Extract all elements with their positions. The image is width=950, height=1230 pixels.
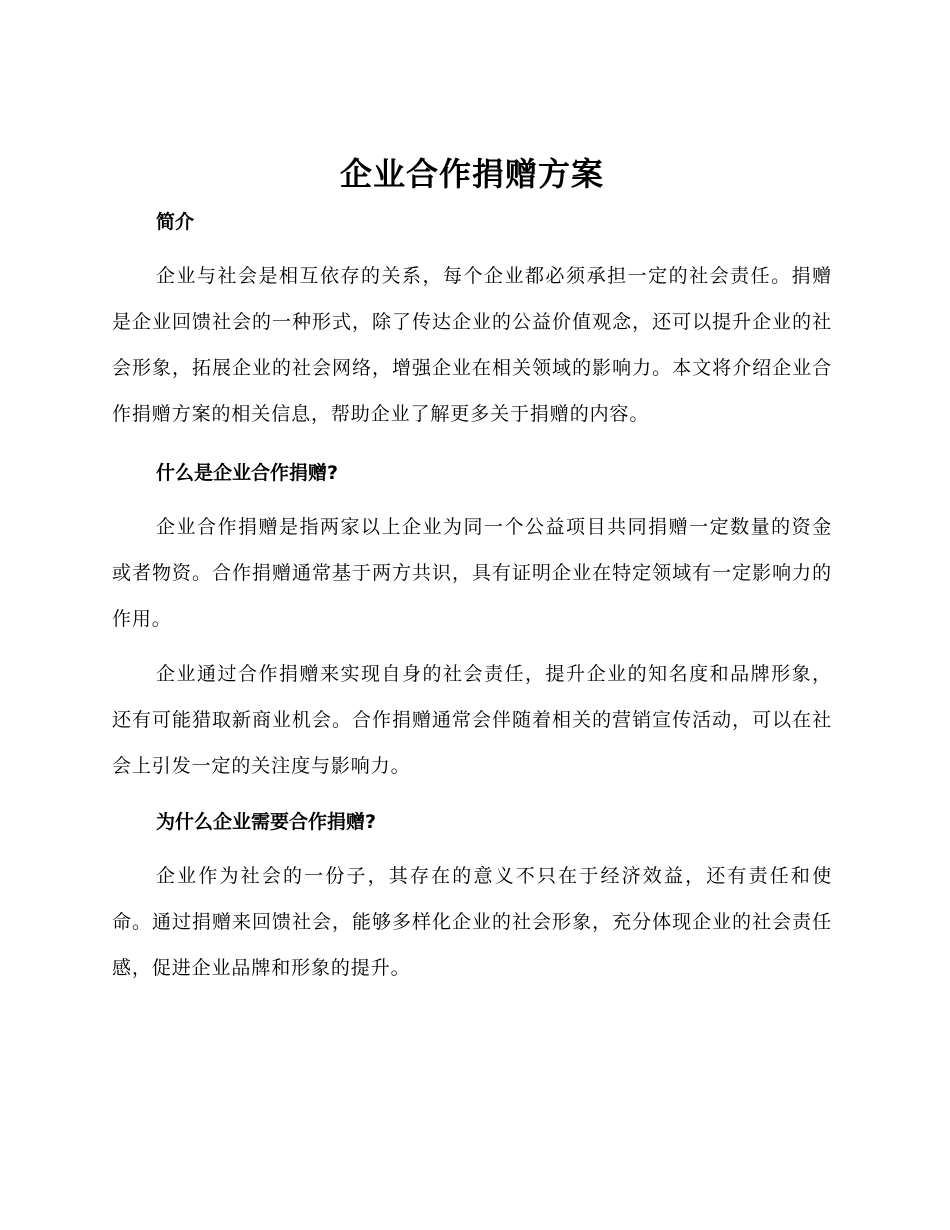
paragraph-what-is-2: 企业通过合作捐赠来实现自身的社会责任，提升企业的知名度和品牌形象，还有可能猎取新商业机会。合作捐赠通常会伴随着相关的营销宣传活动，可以在社会上引发一定的关注度与影响力。 [112,663,832,777]
paragraph-what-is-1: 企业合作捐赠是指两家以上企业为同一个公益项目共同捐赠一定数量的资金或者物资。合作捐赠通常基于两方共识，具有证明企业在特定领域有一定影响力的作用。 [112,516,832,630]
paragraph-why-1: 企业作为社会的一份子，其存在的意义不只在于经济效益，还有责任和使命。通过捐赠来回馈社会，能够多样化企业的社会形象，充分体现企业的社会责任感，促进企业品牌和形象的提升。 [112,865,832,979]
document-title: 企业合作捐赠方案 [339,155,604,193]
document-page [112,148,832,991]
section-heading-intro: 简介 [156,211,195,233]
paragraph-intro: 企业与社会是相互依存的关系，每个企业都必须承担一定的社会责任。捐赠是企业回馈社会的一种形式，除了传达企业的公益价值观念，还可以提升企业的社会形象，拓展企业的社会网络，增强企业在相关领域的影响力。本文将介绍企业合作捐赠方案的相关信息，帮助企业了解更多关于捐赠的内容。 [112,265,832,425]
section-heading-why: 为什么企业需要合作捐赠? [156,811,377,833]
section-heading-what-is: 什么是企业合作捐赠? [156,462,339,484]
